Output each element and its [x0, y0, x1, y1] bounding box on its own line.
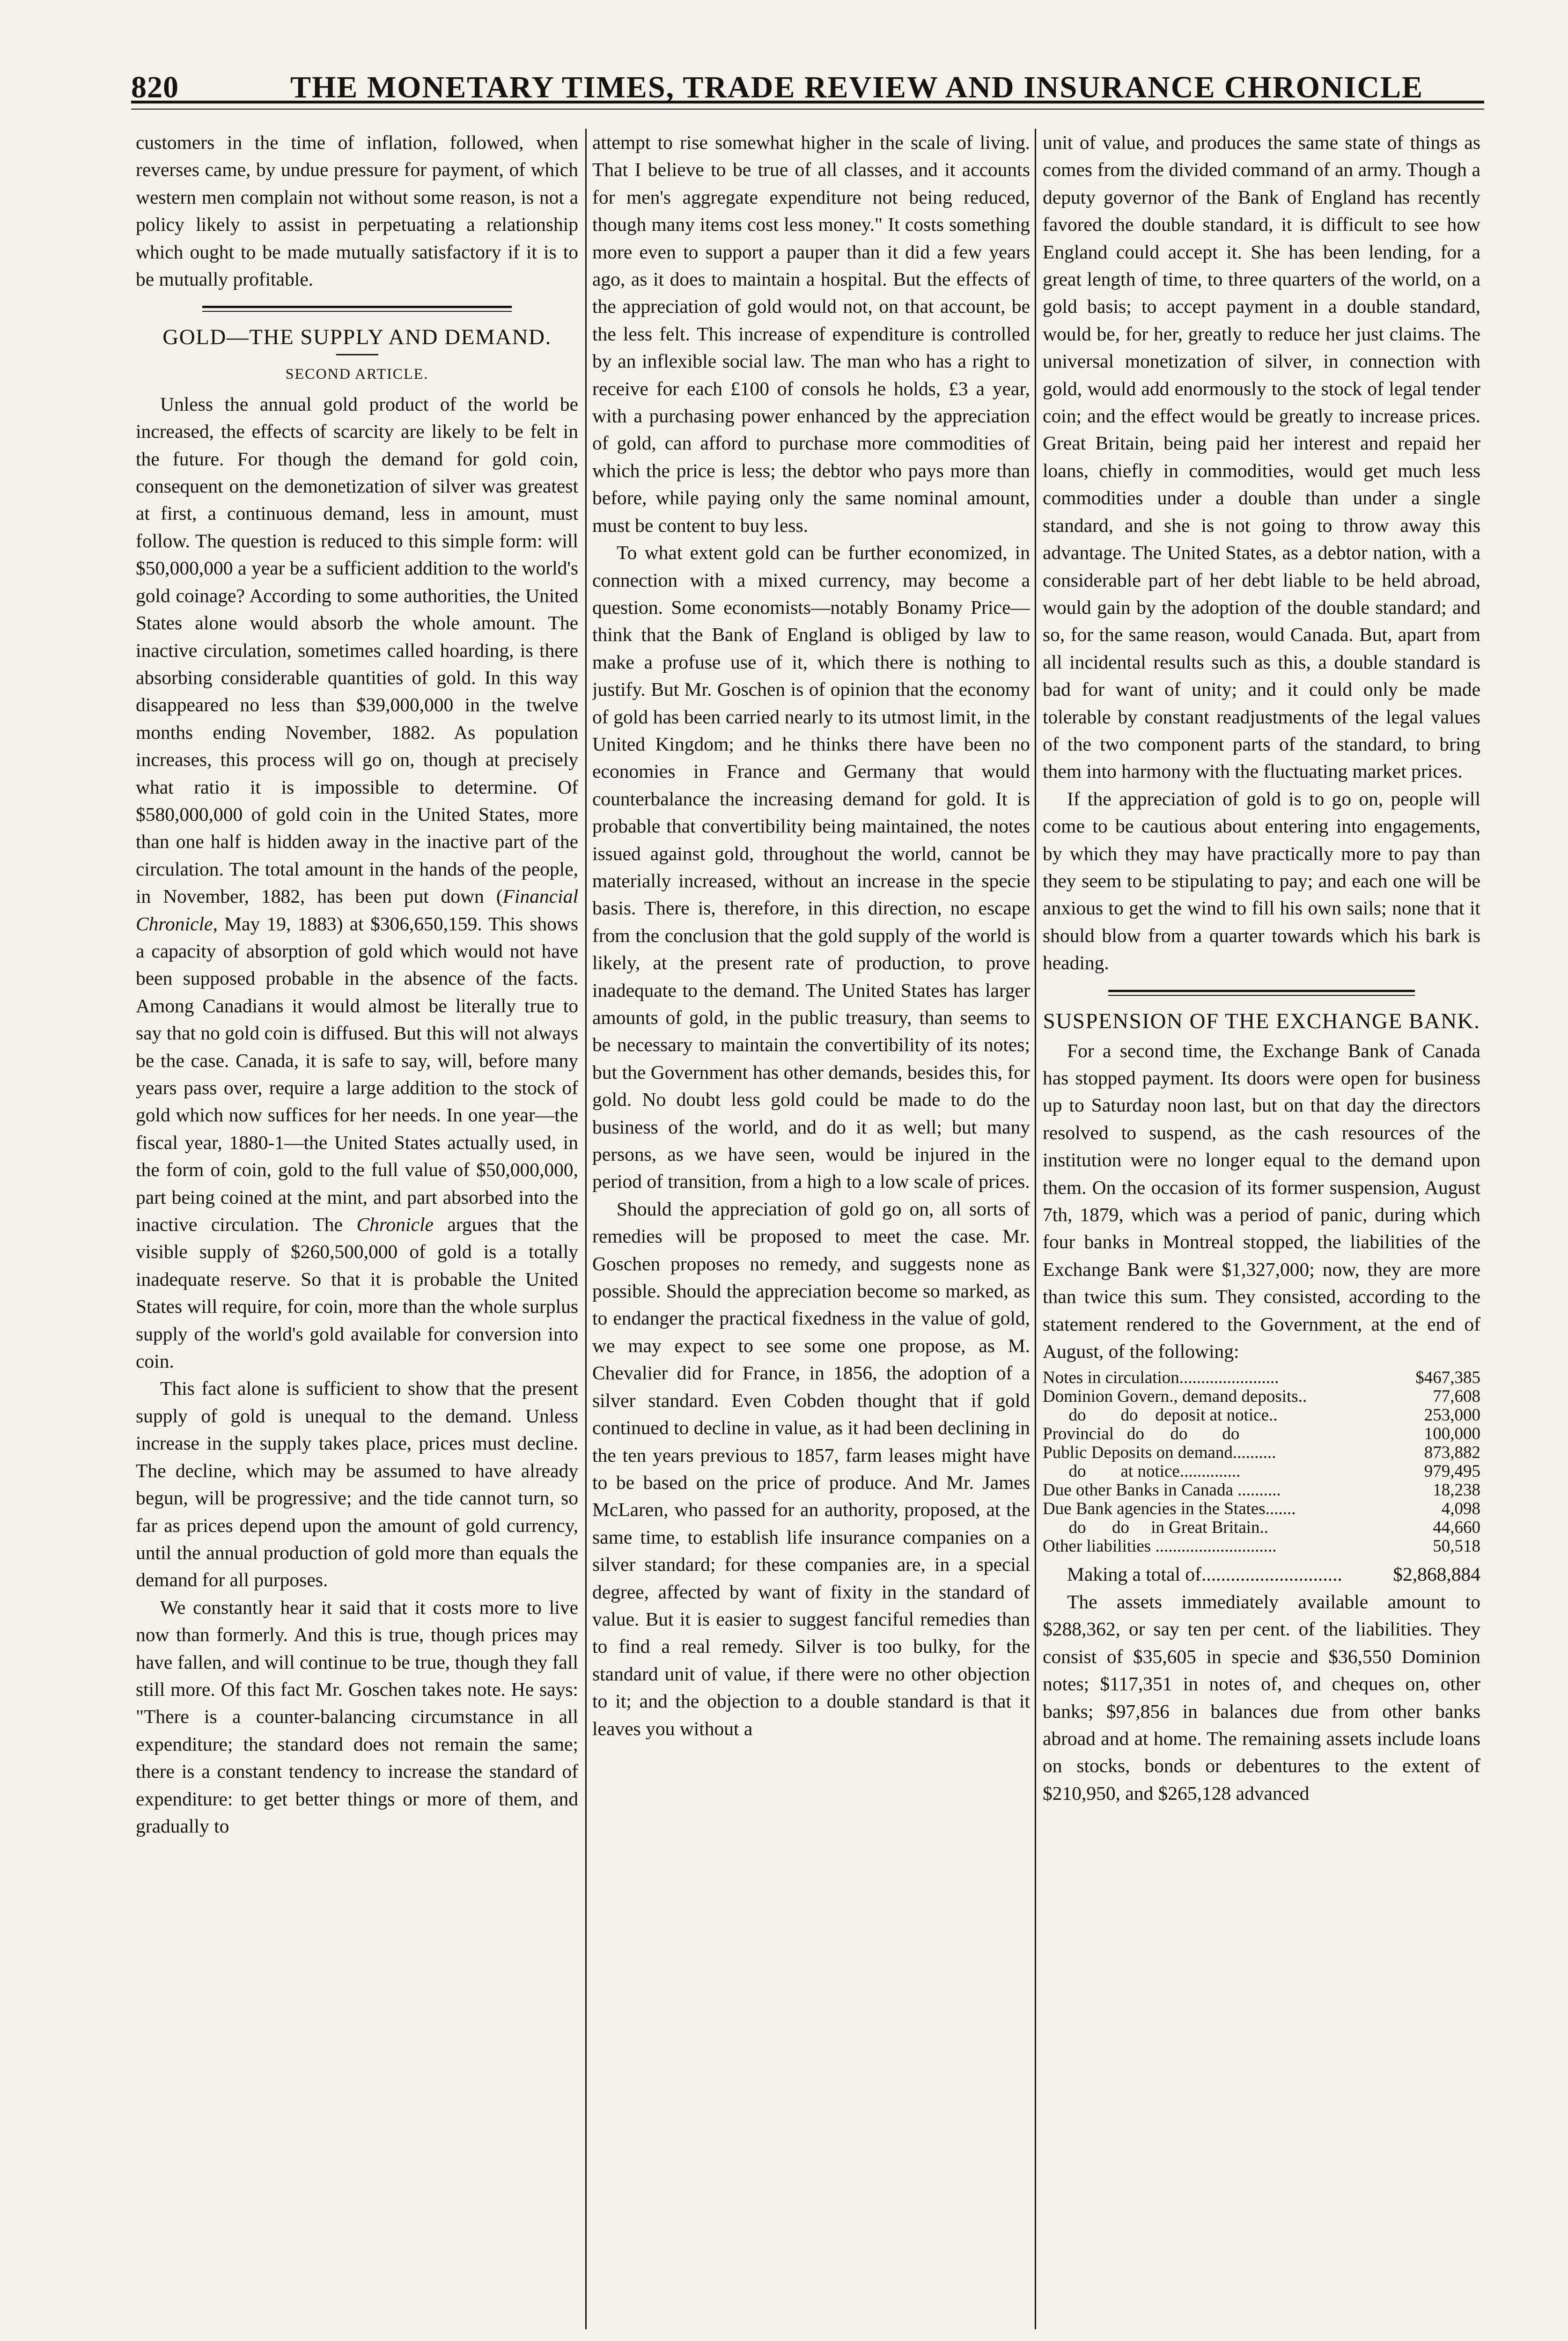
statement-label: do do deposit at notice..: [1043, 1406, 1278, 1425]
column-divider: [1035, 129, 1036, 2329]
article-subheading: SECOND ARTICLE.: [285, 365, 429, 383]
statement-row: [1043, 1406, 1480, 1425]
section-divider: [1108, 990, 1415, 996]
column-1: [136, 129, 578, 2339]
column-2: [592, 129, 1030, 2339]
article-paragraph: customers in the time of inflation, followed, when reverses came, by undue pressure for payment, of which western men complain not without some reason, is not a policy likely to assist in perpetuating a relationship which ought to be made mutually satisfactory if it is to be mutually profitable.: [136, 132, 578, 290]
article-paragraph: To what extent gold can be further economized, in connection with a mixed currency, may become a question. Some economists—notably Bonamy Price—think that the Bank of England is obliged by law to make a profuse use of it, which there is nothing to justify. But Mr. Goschen is of opinion that the economy of gold has been carried nearly to its utmost limit, in the United Kingdom; and he thinks there have been no economies in France and Germany that would counterbalance the increasing demand for gold. It is probable that convertibility being maintained, the notes issued against gold, throughout the world, cannot be materially increased, without an increase in the specie basis. There is, therefore, in this direction, no escape from the conclusion that the gold supply of the world is likely, at the present rate of production, to prove inadequate to the demand. The United States has larger amounts of gold, in the public treasury, than seems to be necessary to maintain the convertibility of its notes; but the Government has other demands, besides this, for gold. No doubt less gold could be made to do the business of the world, and do it as well; but many persons, as we have seen, would be injured in the period of transition, from a high to a low scale of prices.: [592, 542, 1030, 1193]
article-paragraph: The assets immediately available amount to $288,362, or say ten per cent. of the liabilities. They consist of $35,605 in specie and $36,550 Dominion notes; $117,351 in notes of, and cheques on, other banks; $97,856 in balances due from other banks abroad and at home. The remaining assets include loans on stocks, bonds or debentures to the extent of $210,950, and $265,128 advanced: [1043, 1590, 1480, 1804]
statement-amount: 18,238: [1433, 1480, 1480, 1500]
article-paragraph: For a second time, the Exchange Bank of Canada has stopped payment. Its doors were open for business up to Saturday noon last, but on that day the directors resolved to suspend, as the cash resources of the institution were no longer equal to the demand upon them. On the occasion of its former suspension, August 7th, 1879, which was a period of panic, during which four banks in Montreal stopped, the liabilities of the Exchange Bank were $1,327,000; now, they are more than twice this sum. They consisted, according to the statement rendered to the Government, at the end of August, of the following:: [1043, 1039, 1480, 1362]
running-title: THE MONETARY TIMES, TRADE REVIEW AND INSURANCE CHRONICLE: [290, 70, 1424, 104]
statement-row: [1043, 1387, 1480, 1406]
article-heading: GOLD—THE SUPPLY AND DEMAND.: [162, 325, 552, 350]
statement-label: do at notice..............: [1043, 1462, 1241, 1481]
page-number: 820: [131, 70, 179, 104]
statement-row: [1043, 1537, 1480, 1556]
article-heading: SUSPENSION OF THE EXCHANGE BANK.: [1043, 1009, 1480, 1033]
article-paragraph: This fact alone is sufficient to show that the present supply of gold is unequal to the demand. Unless increase in the supply takes place, prices must decline. The decline, which may be assumed to have already begun, will be progressive; and the tide cannot turn, so far as prices depend upon the amount of gold currency, until the annual production of gold more than equals the demand for all purposes.: [136, 1377, 578, 1591]
statement-amount: 4,098: [1441, 1499, 1480, 1519]
statement-label: Notes in circulation.......................: [1043, 1369, 1279, 1388]
statement-label: Due Bank agencies in the States.......: [1043, 1500, 1296, 1519]
publication-name: Financial Chronicle,: [136, 885, 578, 935]
column-3: [1043, 129, 1480, 2339]
section-divider: [202, 306, 512, 312]
statement-amount: 873,882: [1424, 1443, 1480, 1463]
header-rule-thin: [131, 109, 1484, 110]
liabilities-statement: [1043, 1369, 1480, 1556]
statement-amount: 44,660: [1433, 1518, 1480, 1538]
statement-row: [1043, 1500, 1480, 1518]
article-paragraph: unit of value, and produces the same state of things as comes from the divided command of an army. Though a deputy governor of the Bank of England has recently favored the double standard, it is difficult to see how England could accept it. She has been lending, for a great length of time, to three quarters of the world, on a gold basis; to accept payment in a double standard, would be, for her, greatly to reduce her just claims. The universal monetization of silver, in connection with gold, would add enormously to the stock of legal tender coin; and the effect would be greatly to increase prices. Great Britain, being paid her interest and repaid her loans, chiefly in commodities, would get much less commodities under a double than under a single standard, and she is not going to throw away this advantage. The United States, as a debtor nation, with a considerable part of her debt liable to be held abroad, would gain by the adoption of the double standard; and so, for the same reason, would Canada. But, apart from all incidental results such as this, a double standard is bad for want of unity; and it could only be made tolerable by constant readjustments of the legal values of the two component parts of the standard, to bring them into harmony with the fluctuating market prices.: [1043, 132, 1480, 782]
statement-amount: 979,495: [1424, 1462, 1480, 1481]
article-paragraph: Unless the annual gold product of the world be increased, the effects of scarcity are likely to be felt in the future. For though the demand for gold coin, consequent on the demonetization of silver was greatest at first, a continuous demand, less in amount, must follow. The question is reduced to this simple form: will $50,000,000 a year be a sufficient addition to the world's gold coinage? According to some authorities, the United States alone would absorb the whole amount. The inactive circulation, sometimes called hoarding, is there absorbing considerable quantities of gold. In this way disappeared no less than $39,000,000 in the twelve months ending November, 1882. As population increases, this process will go on, though at precisely what ratio it is impossible to determine. Of $580,000,000 of gold coin in the United States, more than one half is hidden away in the inactive part of the circulation. The total amount in the hands of the people, in November, 1882, has been put down (Financial Chronicle, May 19, 1883) at $306,650,159. This shows a capacity of absorption of gold which would not have been supposed probable in the absence of the facts. Among Canadians it would almost be literally true to say that no gold coin is diffused. But this will not always be the case. Canada, it is safe to say, will, before many years pass over, require a large addition to the stock of gold which now suffices for her needs. In one year—the fiscal year, 1880-1—the United States actually used, in the form of coin, gold to the full value of $50,000,000, part being coined at the mint, and part absorbed into the inactive circulation. The Chronicle argues that the visible supply of $260,500,000 of gold is a totally inadequate reserve. So that it is probable the United States will require, for coin, more than the whole surplus supply of the world's gold available for conversion into coin.: [136, 393, 578, 1372]
page-header: [131, 61, 1484, 105]
column-divider: [585, 129, 587, 2329]
article-paragraph: If the appreciation of gold is to go on, people will come to be cautious about entering into engagements, by which they may have practically more to pay than they seem to be stipulating to pay; and each one will be anxious to get the wind to fill his own sails; none that it should blow from a quarter towards which his bark is heading.: [1043, 788, 1480, 974]
statement-amount: 77,608: [1433, 1387, 1480, 1406]
article-paragraph: We constantly hear it said that it costs more to live now than formerly. And this is true, though prices may have fallen, and will continue to be true, though they fall still more. Of this fact Mr. Goschen takes note. He says: "There is a counter-balancing circumstance in all expenditure; the standard does not remain the same; there is a constant tendency to increase the standard of expenditure: to get better things or more of them, and gradually to: [136, 1596, 578, 1837]
statement-amount: $467,385: [1415, 1368, 1480, 1388]
total-label: Making a total of.............................: [1067, 1563, 1342, 1585]
publication-name: Chronicle: [356, 1214, 434, 1236]
article-paragraph: Should the appreciation of gold go on, all sorts of remedies will be proposed to meet the case. Mr. Goschen proposes no remedy, and suggests none as possible. Should the appreciation become so marked, as to endanger the practical fixedness in the value of gold, we may expect to see some one propose, as M. Chevalier did for France, in 1856, the adoption of a silver standard. Even Cobden thought that if gold continued to decline in value, as it had been declining in the ten years previous to 1857, farm leases might have to be based on the price of produce. And Mr. James McLaren, who passed for an authority, proposed, at the same time, to establish life insurance companies on a silver standard; for these companies are, in a special degree, affected by want of fixity in the standard of value. But it is easier to suggest fanciful remedies than to find a real remedy. Silver is too bulky, for the standard unit of value, if there were no other objection to it; and the objection to a double standard is that it leaves you without a: [592, 1198, 1030, 1739]
statement-row: [1043, 1481, 1480, 1500]
statement-row: [1043, 1425, 1480, 1443]
statement-row: [1043, 1443, 1480, 1462]
heading-rule: [336, 354, 378, 355]
statement-label: Dominion Govern., demand deposits..: [1043, 1387, 1307, 1406]
statement-amount: 50,518: [1433, 1537, 1480, 1556]
statement-label: Provincial do do do: [1043, 1425, 1240, 1444]
statement-amount: 100,000: [1424, 1424, 1480, 1444]
statement-label: do do in Great Britain..: [1043, 1518, 1268, 1538]
statement-row: [1043, 1462, 1480, 1481]
statement-row: [1043, 1369, 1480, 1387]
header-rule: [131, 101, 1484, 103]
statement-label: Other liabilities ............................: [1043, 1537, 1277, 1556]
statement-label: Public Deposits on demand..........: [1043, 1443, 1276, 1463]
total-amount: $2,868,884: [1393, 1563, 1480, 1585]
statement-row: [1043, 1518, 1480, 1537]
statement-amount: 253,000: [1424, 1406, 1480, 1425]
statement-label: Due other Banks in Canada ..........: [1043, 1481, 1281, 1500]
article-paragraph: attempt to rise somewhat higher in the scale of living. That I believe to be true of all classes, and it accounts for men's aggregate expenditure not being reduced, though many items cost less money." It costs something more even to support a pauper than it did a few years ago, as it does to maintain a hospital. But the effects of the appreciation of gold would not, on that account, be the less felt. This increase of expenditure is controlled by an inflexible social law. The man who has a right to receive for each £100 of consols he holds, £3 a year, with a purchasing power enhanced by the appreciation of gold, can afford to purchase more commodities of which the price is less; the debtor who pays more than before, while paying only the same nominal amount, must be content to buy less.: [592, 132, 1030, 536]
statement-total: [1067, 1561, 1480, 1588]
